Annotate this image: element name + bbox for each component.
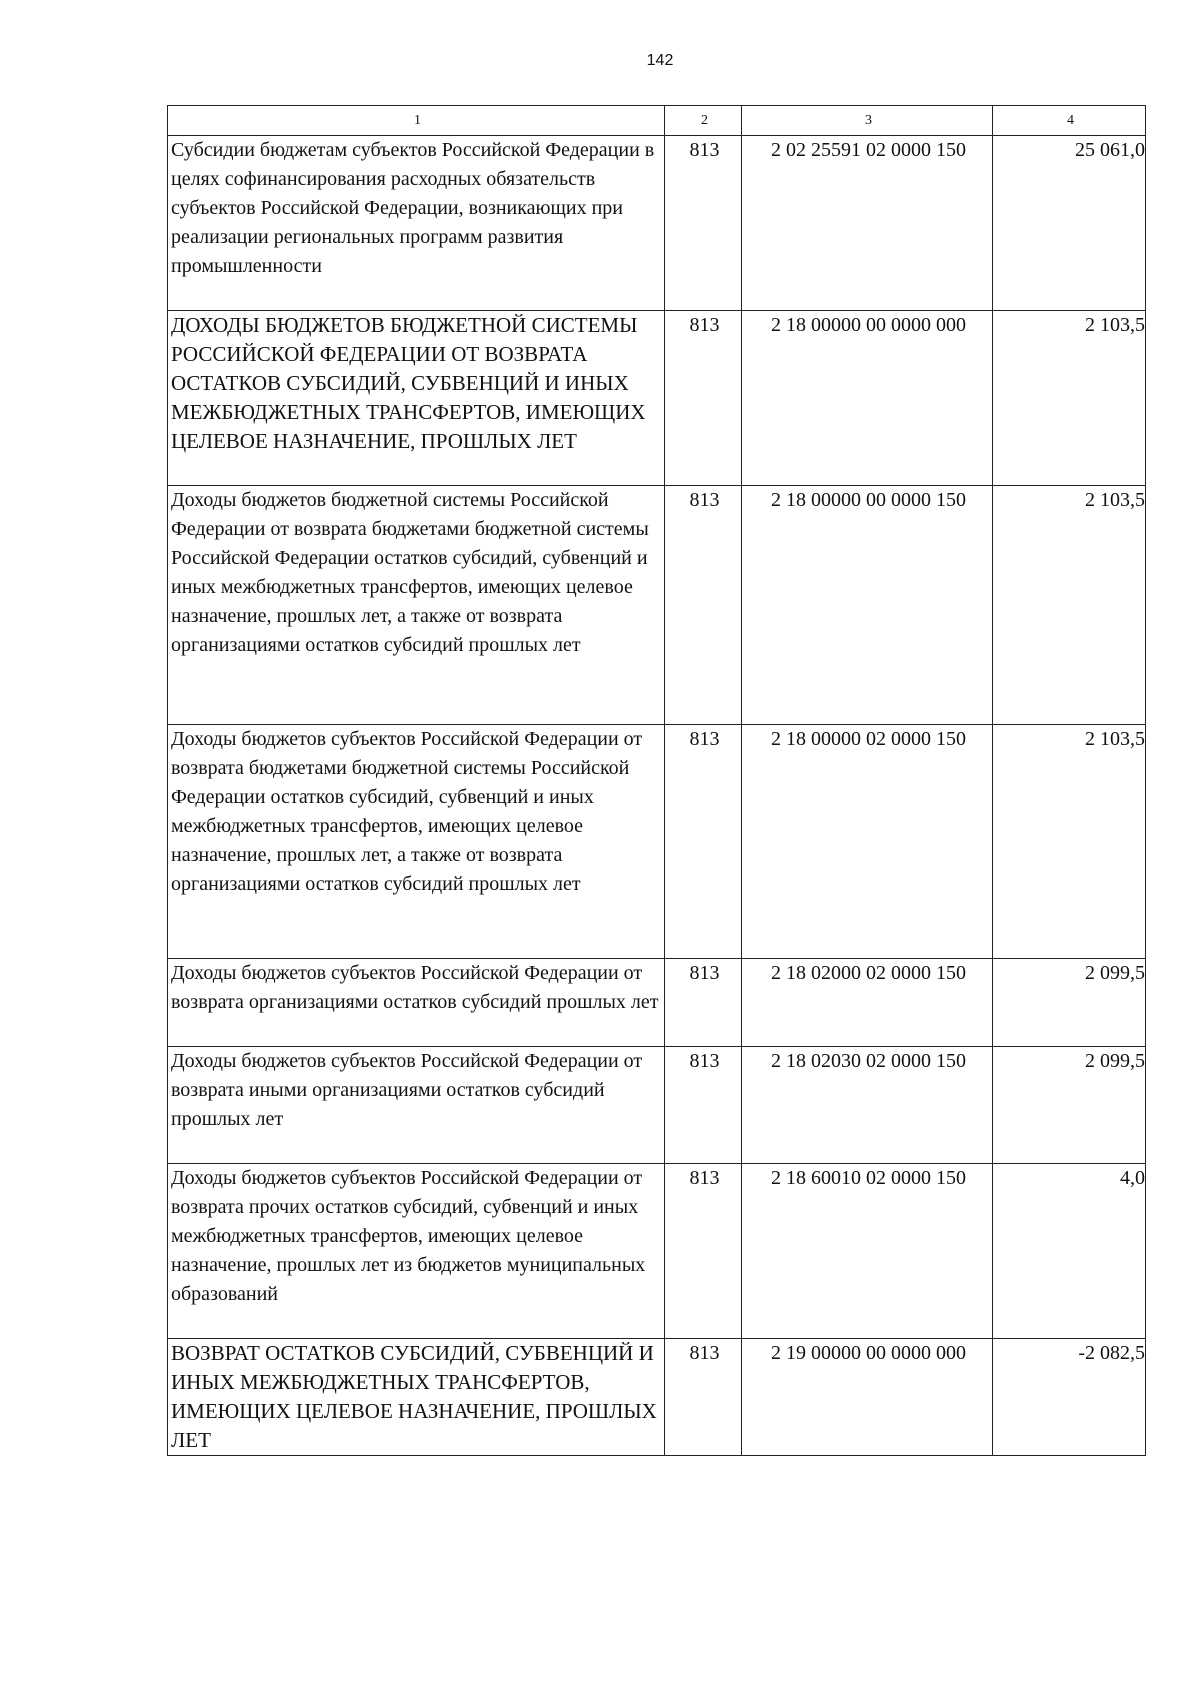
table-row <box>168 311 1146 486</box>
row-admin-code: 813 <box>665 486 742 725</box>
row-name: Доходы бюджетов субъектов Российской Федерации от возврата организациями остатков субсидий прошлых лет <box>168 959 665 1047</box>
row-admin-code: 813 <box>665 311 742 486</box>
row-amount: 2 099,5 <box>993 1047 1146 1164</box>
budget-revenue-table <box>167 105 1146 1456</box>
table-row <box>168 1164 1146 1339</box>
table-row <box>168 959 1146 1047</box>
row-name: Доходы бюджетов бюджетной системы Российской Федерации от возврата бюджетами бюджетной системы Российской Федерации остатков субсидий, субвенций и иных межбюджетных трансфертов, имеющих целевое назначение, прошлых лет, а также от возврата организациями остатков субсидий прошлых лет <box>168 486 665 725</box>
row-amount: 2 103,5 <box>993 486 1146 725</box>
row-amount: 2 099,5 <box>993 959 1146 1047</box>
row-name: Доходы бюджетов субъектов Российской Федерации от возврата бюджетами бюджетной системы Российской Федерации остатков субсидий, субвенций и иных межбюджетных трансфертов, имеющих целевое назначение, прошлых лет, а также от возврата организациями остатков субсидий прошлых лет <box>168 725 665 959</box>
column-header-1: 1 <box>168 106 665 136</box>
table-row <box>168 136 1146 311</box>
row-name: ДОХОДЫ БЮДЖЕТОВ БЮДЖЕТНОЙ СИСТЕМЫ РОССИЙСКОЙ ФЕДЕРАЦИИ ОТ ВОЗВРАТА ОСТАТКОВ СУБСИДИЙ, СУБВЕНЦИЙ И ИНЫХ МЕЖБЮДЖЕТНЫХ ТРАНСФЕРТОВ, ИМЕЮЩИХ ЦЕЛЕВОЕ НАЗНАЧЕНИЕ, ПРОШЛЫХ ЛЕТ <box>168 311 665 486</box>
row-budget-code: 2 18 02000 02 0000 150 <box>742 959 993 1047</box>
row-name: Доходы бюджетов субъектов Российской Федерации от возврата иными организациями остатков субсидий прошлых лет <box>168 1047 665 1164</box>
row-amount: 2 103,5 <box>993 725 1146 959</box>
row-name: Субсидии бюджетам субъектов Российской Федерации в целях софинансирования расходных обязательств субъектов Российской Федерации, возникающих при реализации региональных программ развития промышленности <box>168 136 665 311</box>
row-budget-code: 2 18 60010 02 0000 150 <box>742 1164 993 1339</box>
row-name: Доходы бюджетов субъектов Российской Федерации от возврата прочих остатков субсидий, субвенций и иных межбюджетных трансфертов, имеющих целевое назначение, прошлых лет из бюджетов муниципальных образований <box>168 1164 665 1339</box>
table-header-row <box>168 106 1146 136</box>
row-amount: 4,0 <box>993 1164 1146 1339</box>
row-budget-code: 2 18 00000 02 0000 150 <box>742 725 993 959</box>
row-amount: 25 061,0 <box>993 136 1146 311</box>
row-budget-code: 2 18 02030 02 0000 150 <box>742 1047 993 1164</box>
row-admin-code: 813 <box>665 725 742 959</box>
row-name: ВОЗВРАТ ОСТАТКОВ СУБСИДИЙ, СУБВЕНЦИЙ И ИНЫХ МЕЖБЮДЖЕТНЫХ ТРАНСФЕРТОВ, ИМЕЮЩИХ ЦЕЛЕВОЕ НАЗНАЧЕНИЕ, ПРОШЛЫХ ЛЕТ <box>168 1339 665 1456</box>
column-header-2: 2 <box>665 106 742 136</box>
row-budget-code: 2 18 00000 00 0000 000 <box>742 311 993 486</box>
column-header-3: 3 <box>742 106 993 136</box>
row-admin-code: 813 <box>665 1164 742 1339</box>
table-row <box>168 1047 1146 1164</box>
row-amount: 2 103,5 <box>993 311 1146 486</box>
table-row <box>168 725 1146 959</box>
row-admin-code: 813 <box>665 1047 742 1164</box>
table-row <box>168 486 1146 725</box>
row-admin-code: 813 <box>665 1339 742 1456</box>
row-budget-code: 2 18 00000 00 0000 150 <box>742 486 993 725</box>
column-header-4: 4 <box>993 106 1146 136</box>
row-admin-code: 813 <box>665 959 742 1047</box>
row-amount: -2 082,5 <box>993 1339 1146 1456</box>
table-row <box>168 1339 1146 1456</box>
row-budget-code: 2 02 25591 02 0000 150 <box>742 136 993 311</box>
row-admin-code: 813 <box>665 136 742 311</box>
page-number: 142 <box>646 52 674 69</box>
row-budget-code: 2 19 00000 00 0000 000 <box>742 1339 993 1456</box>
